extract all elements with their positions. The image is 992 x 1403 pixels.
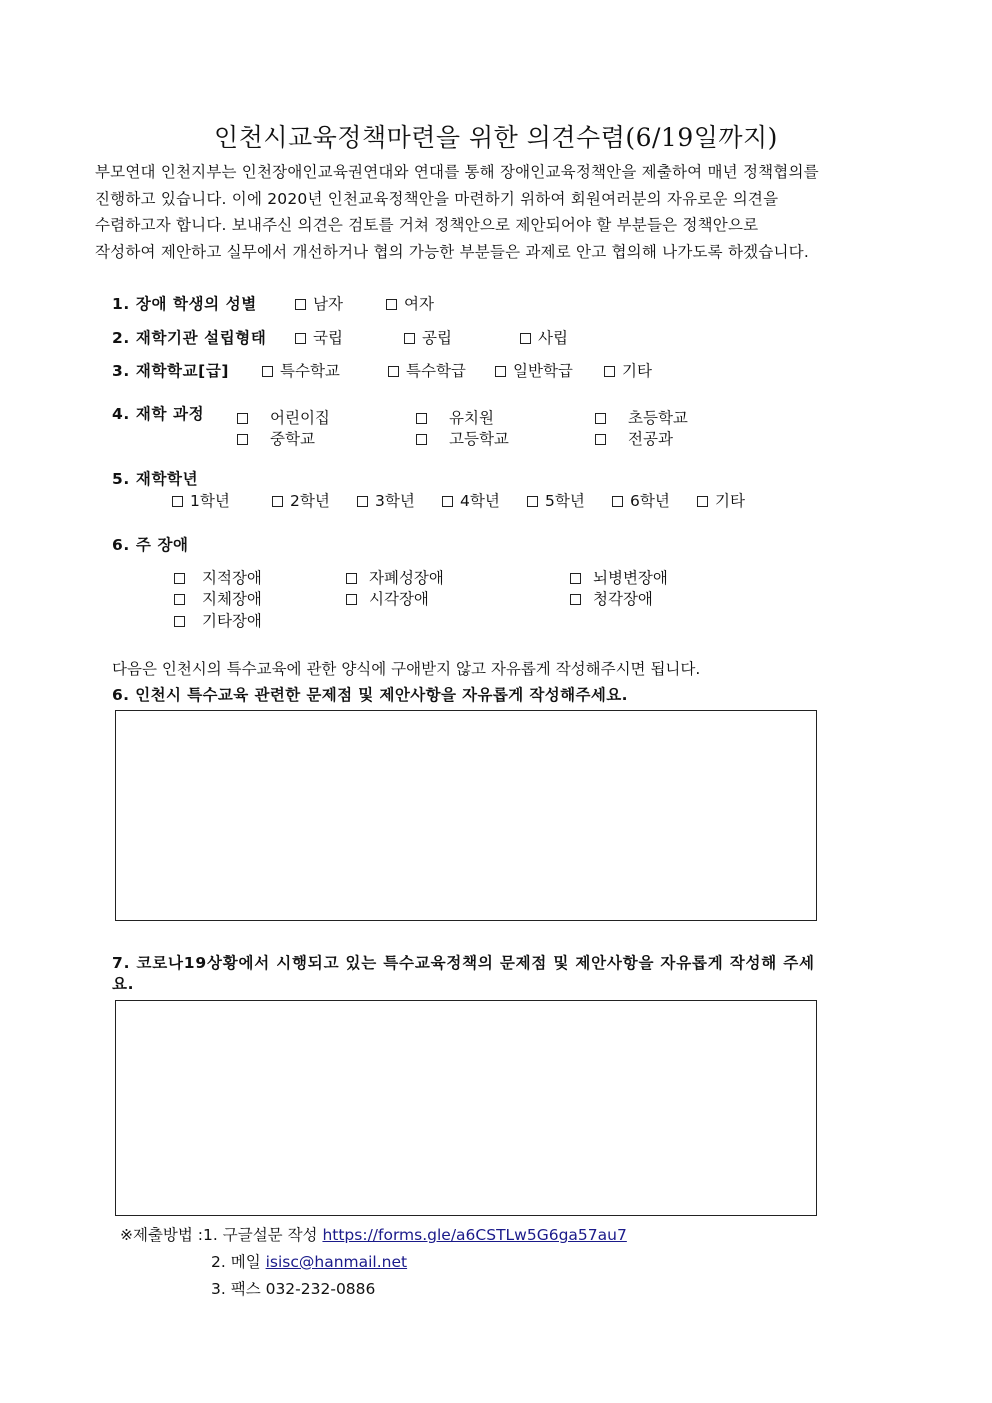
submission-method-3: 3. 팩스 032-232-0886 bbox=[211, 1280, 376, 1298]
checkbox-icon[interactable] bbox=[388, 366, 399, 377]
q6-option-hearing[interactable]: 청각장애 bbox=[570, 587, 653, 609]
checkbox-icon[interactable] bbox=[570, 594, 581, 605]
q2-option-private[interactable]: 사립 bbox=[520, 326, 568, 348]
q6b-label: 6. 인천시 특수교육 관련한 문제점 및 제안사항을 자유롭게 작성해주세요. bbox=[112, 686, 628, 704]
q4-option-kindergarten[interactable]: 유치원 bbox=[416, 406, 494, 428]
checkbox-icon[interactable] bbox=[295, 333, 306, 344]
q6b-answer-box[interactable] bbox=[115, 710, 817, 921]
checkbox-icon[interactable] bbox=[595, 434, 606, 445]
q1-option-male[interactable]: 남자 bbox=[295, 292, 343, 314]
q1-label: 1. 장애 학생의 성별 bbox=[112, 295, 257, 313]
intro-line-3: 수렴하고자 합니다. 보내주신 의견은 검토를 거쳐 정책안으로 제안되어야 할 부분들은 정책안으로 bbox=[95, 216, 759, 234]
q2-option-national[interactable]: 국립 bbox=[295, 326, 343, 348]
q5-option-grade1[interactable]: 1학년 bbox=[172, 489, 230, 511]
submission-mail-label: 2. 메일 bbox=[211, 1253, 266, 1271]
q2-option-public[interactable]: 공립 bbox=[404, 326, 452, 348]
checkbox-icon[interactable] bbox=[442, 496, 453, 507]
q7-label-line1: 7. 코로나19상황에서 시행되고 있는 특수교육정책의 문제점 및 제안사항을 자유롭게 작성해 주세 bbox=[112, 954, 815, 972]
intro-line-2: 진행하고 있습니다. 이에 2020년 인천교육정책안을 마련하기 위하여 회원여러분의 자유로운 의견을 bbox=[95, 190, 779, 208]
checkbox-icon[interactable] bbox=[697, 496, 708, 507]
q3-option-special-class[interactable]: 특수학급 bbox=[388, 359, 466, 381]
q6-option-other[interactable]: 기타장애 bbox=[174, 609, 262, 631]
q3-option-special-school[interactable]: 특수학교 bbox=[262, 359, 340, 381]
free-text-instruction: 다음은 인천시의 특수교육에 관한 양식에 구애받지 않고 자유롭게 작성해주시면 됩니다. bbox=[112, 660, 701, 678]
checkbox-icon[interactable] bbox=[495, 366, 506, 377]
q5-option-grade2[interactable]: 2학년 bbox=[272, 489, 330, 511]
q7-label-line2: 요. bbox=[112, 975, 135, 993]
checkbox-icon[interactable] bbox=[262, 366, 273, 377]
checkbox-icon[interactable] bbox=[527, 496, 538, 507]
checkbox-icon[interactable] bbox=[237, 413, 248, 424]
q6-option-cerebral[interactable]: 뇌병변장애 bbox=[570, 566, 668, 588]
q4-option-major[interactable]: 전공과 bbox=[595, 427, 673, 449]
q5-option-grade4[interactable]: 4학년 bbox=[442, 489, 500, 511]
q6-label: 6. 주 장애 bbox=[112, 536, 189, 554]
submission-prefix: ※제출방법 : bbox=[120, 1226, 204, 1244]
checkbox-icon[interactable] bbox=[416, 434, 427, 445]
checkbox-icon[interactable] bbox=[570, 573, 581, 584]
checkbox-icon[interactable] bbox=[174, 616, 185, 627]
q6-option-visual[interactable]: 시각장애 bbox=[346, 587, 429, 609]
checkbox-icon[interactable] bbox=[416, 413, 427, 424]
checkbox-icon[interactable] bbox=[404, 333, 415, 344]
checkbox-icon[interactable] bbox=[174, 573, 185, 584]
google-form-link[interactable]: https://forms.gle/a6CSTLw5G6ga57au7 bbox=[322, 1226, 627, 1244]
q5-option-grade3[interactable]: 3학년 bbox=[357, 489, 415, 511]
intro-line-4: 작성하여 제안하고 실무에서 개선하거나 협의 가능한 부분들은 과제로 안고 협의해 나가도록 하겠습니다. bbox=[95, 243, 809, 261]
checkbox-icon[interactable] bbox=[612, 496, 623, 507]
checkbox-icon[interactable] bbox=[295, 299, 306, 310]
page-title: 인천시교육정책마련을 위한 의견수렴(6/19일까지) bbox=[214, 123, 778, 152]
checkbox-icon[interactable] bbox=[272, 496, 283, 507]
checkbox-icon[interactable] bbox=[520, 333, 531, 344]
checkbox-icon[interactable] bbox=[172, 496, 183, 507]
checkbox-icon[interactable] bbox=[386, 299, 397, 310]
submission-method-2 bbox=[211, 1250, 407, 1272]
checkbox-icon[interactable] bbox=[237, 434, 248, 445]
q5-label: 5. 재학학년 bbox=[112, 470, 199, 488]
q2-label: 2. 재학기관 설립형태 bbox=[112, 329, 267, 347]
submission-method-1 bbox=[120, 1223, 627, 1245]
checkbox-icon[interactable] bbox=[346, 594, 357, 605]
intro-line-1: 부모연대 인천지부는 인천장애인교육권연대와 연대를 통해 장애인교육정책안을 제출하여 매년 정책협의를 bbox=[95, 163, 819, 181]
q7-answer-box[interactable] bbox=[115, 1000, 817, 1216]
q4-option-high[interactable]: 고등학교 bbox=[416, 427, 509, 449]
q1-option-female[interactable]: 여자 bbox=[386, 292, 434, 314]
q6-option-intellectual[interactable]: 지적장애 bbox=[174, 566, 262, 588]
q3-option-other[interactable]: 기타 bbox=[604, 359, 652, 381]
q4-option-elementary[interactable]: 초등학교 bbox=[595, 406, 688, 428]
q6-option-physical[interactable]: 지체장애 bbox=[174, 587, 262, 609]
q4-label: 4. 재학 과정 bbox=[112, 405, 205, 423]
q6-option-autism[interactable]: 자폐성장애 bbox=[346, 566, 444, 588]
checkbox-icon[interactable] bbox=[604, 366, 615, 377]
q3-option-general-class[interactable]: 일반학급 bbox=[495, 359, 573, 381]
q5-option-grade6[interactable]: 6학년 bbox=[612, 489, 670, 511]
submission-google-label: 1. 구글설문 작성 bbox=[203, 1226, 323, 1244]
checkbox-icon[interactable] bbox=[346, 573, 357, 584]
checkbox-icon[interactable] bbox=[357, 496, 368, 507]
q4-option-middle[interactable]: 중학교 bbox=[237, 427, 315, 449]
q5-option-grade5[interactable]: 5학년 bbox=[527, 489, 585, 511]
checkbox-icon[interactable] bbox=[595, 413, 606, 424]
q4-option-daycare[interactable]: 어린이집 bbox=[237, 406, 330, 428]
q3-label: 3. 재학학교[급] bbox=[112, 362, 230, 380]
email-link[interactable]: isisc@hanmail.net bbox=[265, 1253, 408, 1271]
checkbox-icon[interactable] bbox=[174, 594, 185, 605]
q5-option-other[interactable]: 기타 bbox=[697, 489, 745, 511]
